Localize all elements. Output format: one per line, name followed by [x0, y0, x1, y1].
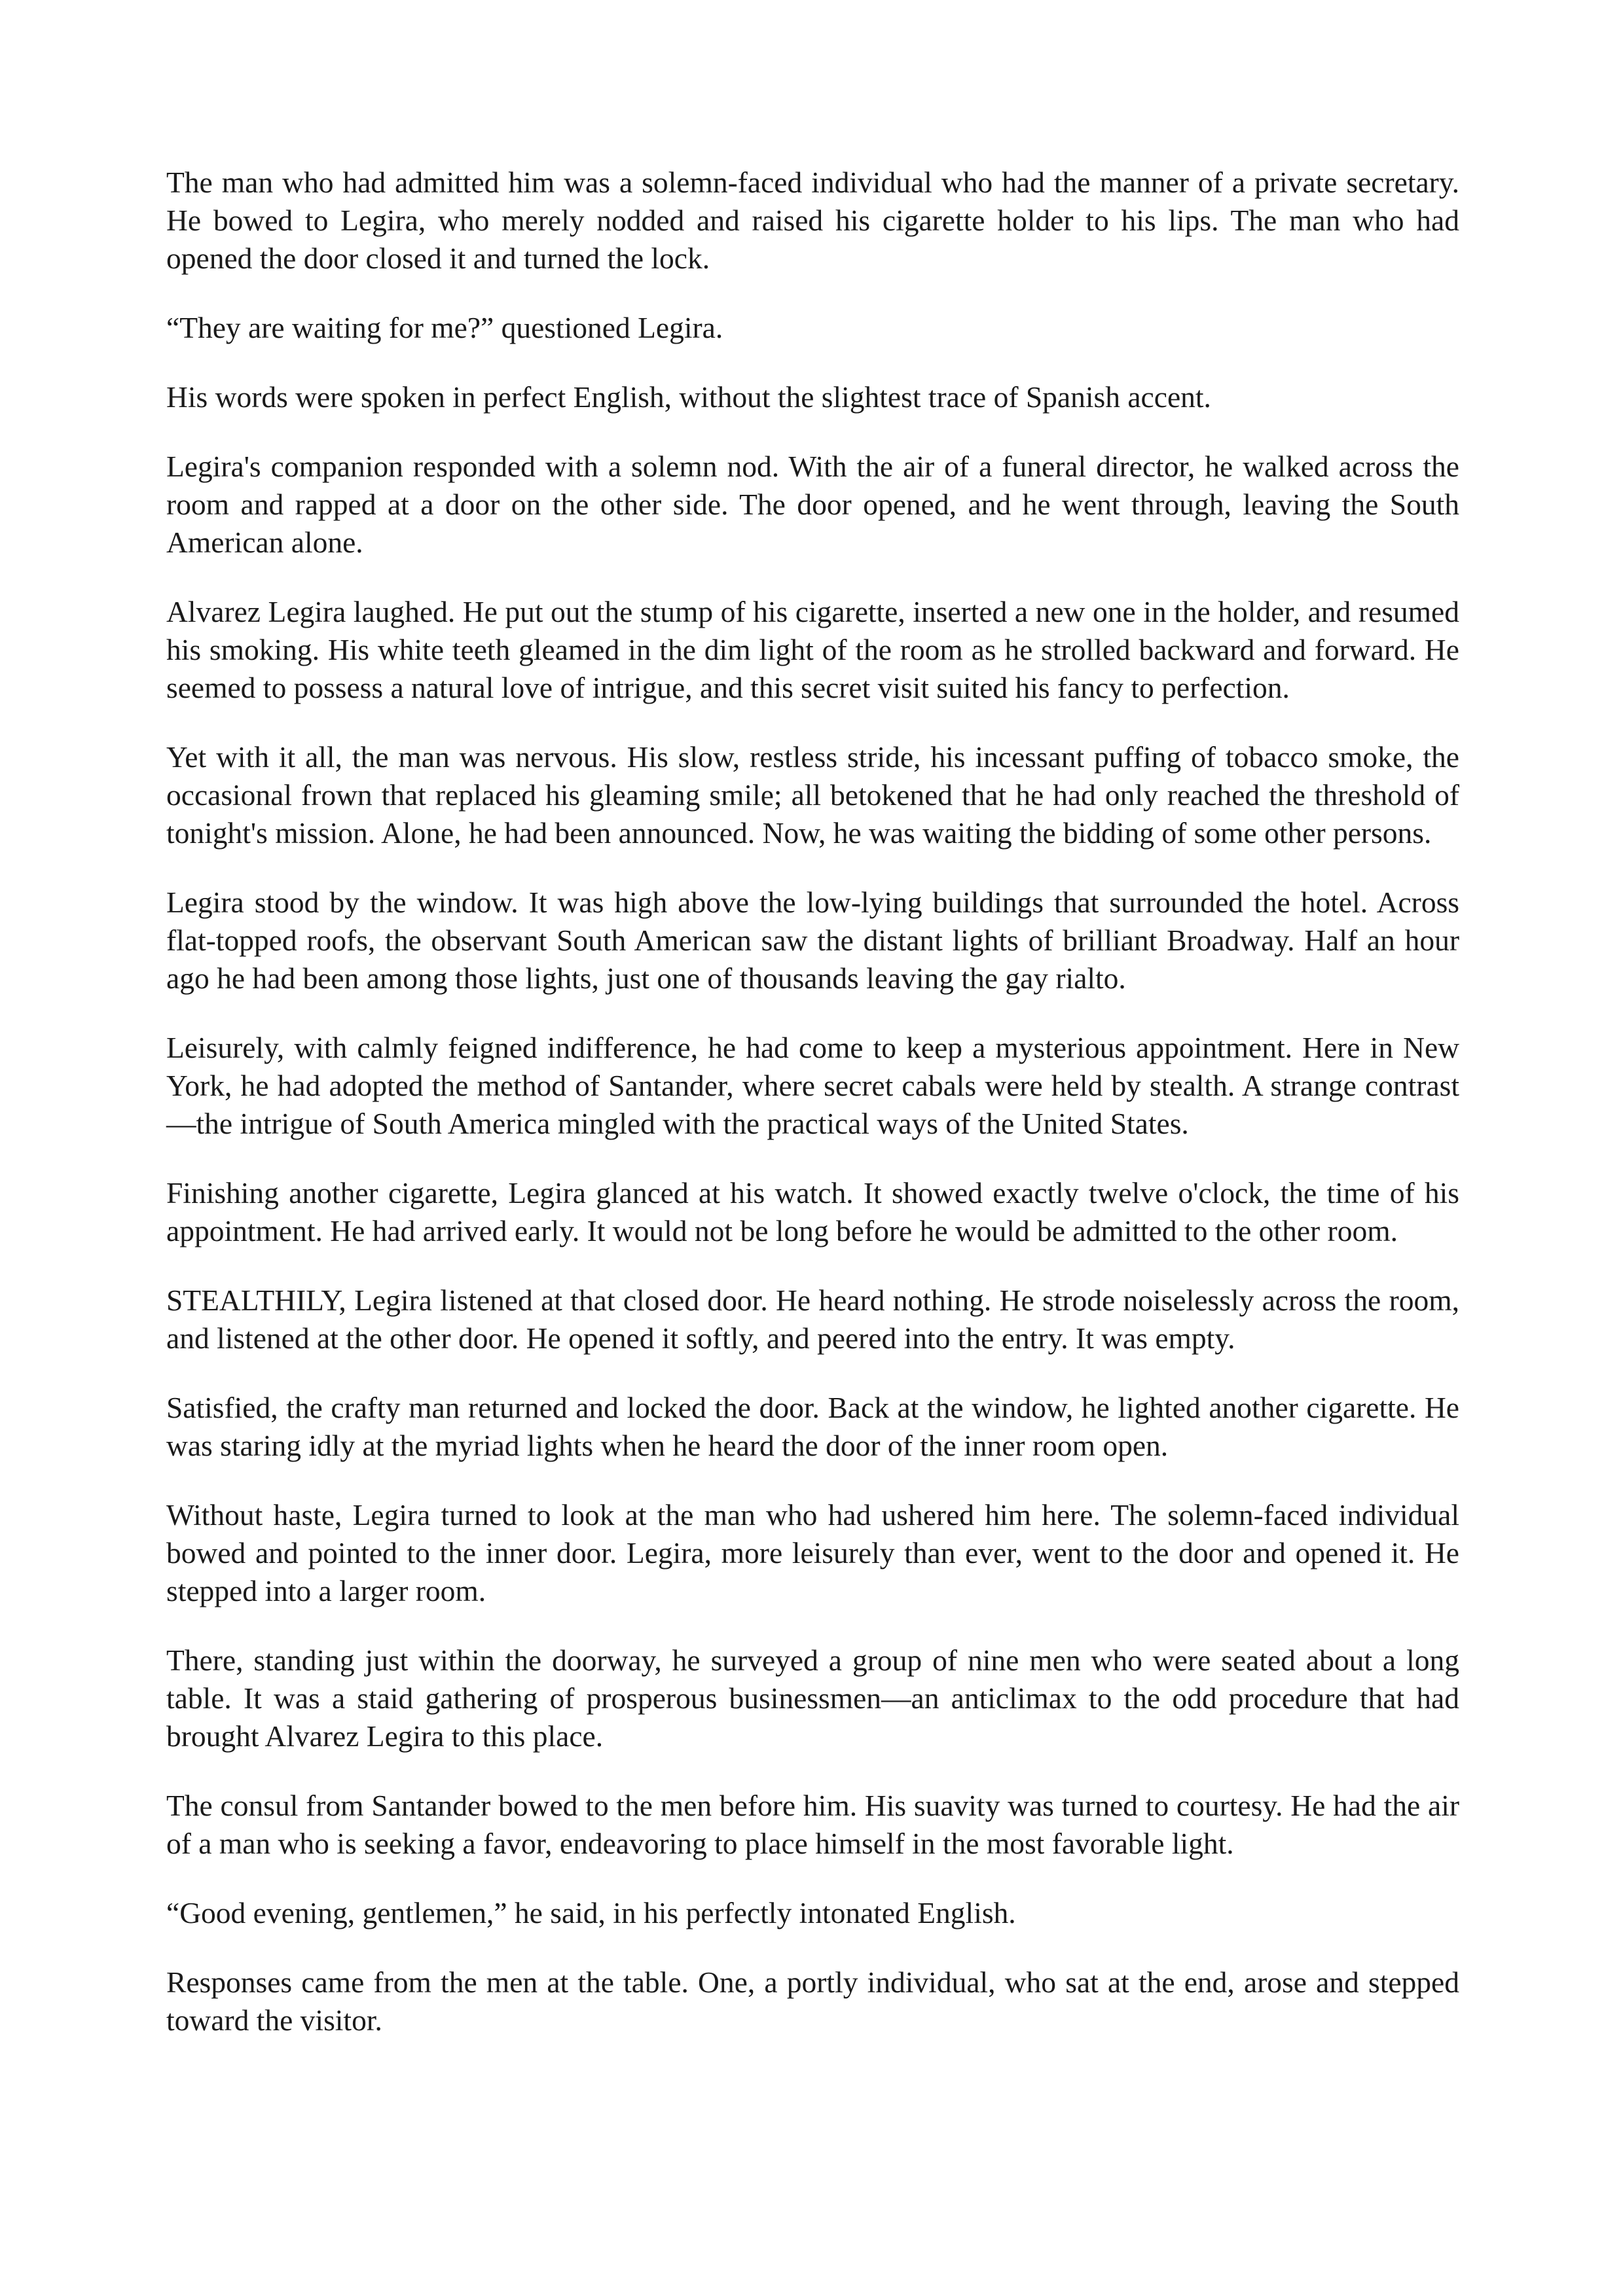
paragraph: Legira's companion responded with a solemn nod. With the air of a funeral director, he walked across the room and rapped at a door on the other side. The door opened, and he went through, leaving the South American alone.: [166, 450, 1459, 559]
paragraph: Without haste, Legira turned to look at the man who had ushered him here. The solemn-faced individual bowed and pointed to the inner door. Legira, more leisurely than ever, went to the door and opened it. He stepped into a larger room.: [166, 1498, 1459, 1607]
paragraph: Leisurely, with calmly feigned indifference, he had come to keep a mysterious appointment. Here in New York, he had adopted the method of Santander, where secret cabals were held by stealth. A strange contrast—the intrigue of South America mingled with the practical ways of the United States.: [166, 1031, 1459, 1140]
paragraph: Legira stood by the window. It was high above the low-lying buildings that surrounded the hotel. Across flat-topped roofs, the observant South American saw the distant lights of brilliant Broadway. Half an hour ago he had been among those lights, just one of thousands leaving the gay rialto.: [166, 886, 1459, 995]
paragraph: STEALTHILY, Legira listened at that closed door. He heard nothing. He strode noiselessly across the room, and listened at the other door. He opened it softly, and peered into the entry. It was empty.: [166, 1283, 1459, 1355]
document-page: [166, 164, 1459, 2039]
paragraph: The man who had admitted him was a solemn-faced individual who had the manner of a private secretary. He bowed to Legira, who merely nodded and raised his cigarette holder to his lips. The man who had opened the door closed it and turned the lock.: [166, 166, 1459, 275]
paragraph: “Good evening, gentlemen,” he said, in his perfectly intonated English.: [166, 1896, 1016, 1929]
paragraph: His words were spoken in perfect English, without the slightest trace of Spanish accent.: [166, 380, 1211, 414]
paragraph: Responses came from the men at the table. One, a portly individual, who sat at the end, arose and stepped toward the visitor.: [166, 1965, 1459, 2037]
paragraph: Alvarez Legira laughed. He put out the stump of his cigarette, inserted a new one in the holder, and resumed his smoking. His white teeth gleamed in the dim light of the room as he strolled backward and forward. He seemed to possess a natural love of intrigue, and this secret visit suited his fancy to perfection.: [166, 595, 1459, 704]
paragraph: Yet with it all, the man was nervous. His slow, restless stride, his incessant puffing of tobacco smoke, the occasional frown that replaced his gleaming smile; all betokened that he had only reached the threshold of tonight's mission. Alone, he had been announced. Now, he was waiting the bidding of some other persons.: [166, 740, 1459, 850]
paragraph: The consul from Santander bowed to the men before him. His suavity was turned to courtesy. He had the air of a man who is seeking a favor, endeavoring to place himself in the most favorable light.: [166, 1789, 1459, 1860]
paragraph: Finishing another cigarette, Legira glanced at his watch. It showed exactly twelve o'clock, the time of his appointment. He had arrived early. It would not be long before he would be admitted to the other room.: [166, 1176, 1459, 1247]
paragraph: “They are waiting for me?” questioned Legira.: [166, 311, 723, 344]
paragraph: Satisfied, the crafty man returned and locked the door. Back at the window, he lighted another cigarette. He was staring idly at the myriad lights when he heard the door of the inner room open.: [166, 1391, 1459, 1462]
paragraph: There, standing just within the doorway, he surveyed a group of nine men who were seated about a long table. It was a staid gathering of prosperous businessmen—an anticlimax to the odd procedure that had brought Alvarez Legira to this place.: [166, 1643, 1459, 1753]
